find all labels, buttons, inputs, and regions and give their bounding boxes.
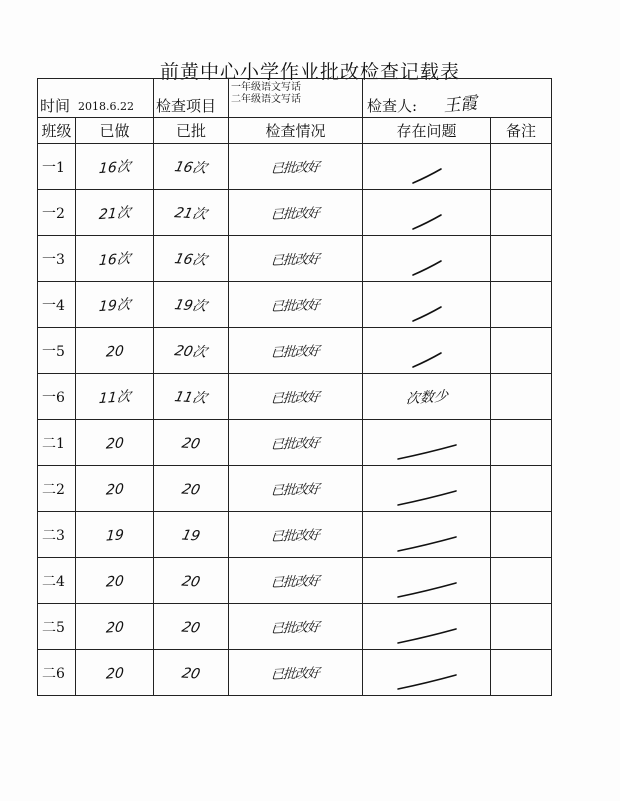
marked-cell (154, 236, 229, 282)
check-status: 已批改好 (270, 574, 320, 591)
table-row (38, 282, 552, 328)
marked-cell (154, 328, 229, 374)
marked-cell (154, 604, 229, 650)
done-count: 21次 (97, 204, 131, 223)
class-cell (38, 374, 76, 420)
marked-cell (154, 190, 229, 236)
note-cell (491, 420, 552, 466)
problem-text: 次数少 (404, 387, 448, 408)
status-cell (229, 558, 363, 604)
table-row (38, 420, 552, 466)
problem-cell (363, 650, 491, 696)
class-name: 一6 (42, 389, 65, 406)
time-cell (38, 79, 217, 118)
marked-count: 11次 (173, 388, 209, 407)
status-cell (229, 144, 363, 190)
class-cell (38, 282, 76, 328)
table-row (38, 328, 552, 374)
dash-mark (387, 255, 467, 281)
dash-mark (387, 301, 467, 327)
marked-cell (154, 650, 229, 696)
class-cell (38, 190, 76, 236)
class-cell (38, 236, 76, 282)
status-cell (229, 420, 363, 466)
table-body (38, 144, 552, 696)
done-count: 20 (105, 573, 124, 591)
item-label-spacer (154, 79, 229, 118)
done-cell (76, 328, 154, 374)
dash-mark (387, 531, 467, 557)
dash-mark (387, 439, 467, 465)
marked-count: 21次 (173, 204, 209, 223)
homework-check-table (37, 78, 552, 696)
class-name: 二2 (42, 481, 65, 498)
marked-cell (154, 512, 229, 558)
marked-count: 20 (180, 481, 202, 499)
done-count: 19次 (97, 296, 131, 315)
inspector-label: 检查人: (367, 97, 418, 115)
status-cell (229, 512, 363, 558)
problem-cell (363, 282, 491, 328)
done-cell (76, 236, 154, 282)
class-name: 一4 (42, 297, 65, 314)
done-count: 20 (105, 435, 124, 453)
marked-count: 20次 (173, 342, 209, 361)
done-cell (76, 144, 154, 190)
check-status: 已批改好 (270, 482, 320, 499)
inspector-cell (363, 79, 552, 118)
problem-cell (363, 466, 491, 512)
note-cell (491, 650, 552, 696)
marked-cell (154, 144, 229, 190)
column-header: 备注 (491, 118, 552, 144)
class-name: 一3 (42, 251, 65, 268)
items-cell (229, 79, 363, 118)
note-cell (491, 512, 552, 558)
note-cell (491, 466, 552, 512)
check-status: 已批改好 (270, 436, 320, 453)
class-cell (38, 558, 76, 604)
check-status: 已批改好 (270, 390, 320, 407)
status-cell (229, 328, 363, 374)
marked-count: 16次 (173, 158, 209, 177)
class-cell (38, 466, 76, 512)
table-row (38, 650, 552, 696)
inspector-signature: 王霞 (442, 93, 479, 117)
status-cell (229, 650, 363, 696)
done-cell (76, 604, 154, 650)
status-cell (229, 282, 363, 328)
dash-mark (387, 485, 467, 511)
marked-cell (154, 558, 229, 604)
problem-cell (363, 374, 491, 420)
check-status: 已批改好 (270, 620, 320, 637)
status-cell (229, 374, 363, 420)
marked-count: 16次 (173, 250, 209, 269)
marked-count: 20 (180, 619, 202, 637)
check-item: 二年级语文写话 (231, 94, 301, 105)
class-cell (38, 604, 76, 650)
problem-cell (363, 144, 491, 190)
marked-count: 19次 (173, 296, 209, 315)
form-title: 前黄中心小学作业批改检查记载表 (159, 61, 460, 83)
marked-cell (154, 374, 229, 420)
class-cell (38, 650, 76, 696)
table-row (38, 558, 552, 604)
marked-cell (154, 420, 229, 466)
class-name: 二6 (42, 665, 65, 682)
marked-count: 20 (180, 435, 202, 453)
marked-count: 19 (180, 527, 202, 545)
column-header: 已做 (76, 118, 154, 144)
column-header: 检查情况 (229, 118, 363, 144)
status-cell (229, 604, 363, 650)
done-count: 16次 (97, 158, 131, 177)
done-count: 20 (105, 343, 124, 361)
column-header: 班级 (38, 118, 76, 144)
note-cell (491, 236, 552, 282)
note-cell (491, 328, 552, 374)
class-name: 二5 (42, 619, 65, 636)
table-row (38, 236, 552, 282)
done-count: 20 (105, 665, 124, 683)
class-name: 二3 (42, 527, 65, 544)
column-header: 存在问题 (363, 118, 491, 144)
done-count: 20 (105, 619, 124, 637)
check-status: 已批改好 (270, 206, 320, 223)
class-cell (38, 512, 76, 558)
table-row (38, 144, 552, 190)
check-status: 已批改好 (270, 344, 320, 361)
note-cell (491, 374, 552, 420)
class-cell (38, 420, 76, 466)
problem-cell (363, 604, 491, 650)
done-count: 19 (105, 527, 124, 545)
note-cell (491, 144, 552, 190)
note-cell (491, 190, 552, 236)
dash-mark (387, 669, 467, 695)
table-row (38, 604, 552, 650)
marked-count: 20 (180, 665, 202, 683)
done-cell (76, 512, 154, 558)
check-status: 已批改好 (270, 252, 320, 269)
dash-mark (387, 209, 467, 235)
done-cell (76, 420, 154, 466)
status-cell (229, 236, 363, 282)
item-label: 检查项目 (156, 97, 217, 115)
time-label: 时间 (40, 97, 71, 115)
done-cell (76, 282, 154, 328)
done-cell (76, 190, 154, 236)
problem-cell (363, 420, 491, 466)
check-status: 已批改好 (270, 298, 320, 315)
class-name: 二1 (42, 435, 65, 452)
problem-cell (363, 190, 491, 236)
done-cell (76, 374, 154, 420)
class-cell (38, 328, 76, 374)
check-status: 已批改好 (270, 528, 320, 545)
dash-mark (387, 623, 467, 649)
done-cell (76, 466, 154, 512)
done-cell (76, 558, 154, 604)
header-row (38, 118, 552, 144)
column-header: 已批 (154, 118, 229, 144)
note-cell (491, 558, 552, 604)
check-status: 已批改好 (270, 160, 320, 177)
dash-mark (387, 347, 467, 373)
done-count: 20 (105, 481, 124, 499)
done-cell (76, 650, 154, 696)
meta-row (38, 79, 552, 118)
dash-mark (387, 163, 467, 189)
table-row (38, 374, 552, 420)
class-name: 一5 (42, 343, 65, 360)
dash-mark (387, 577, 467, 603)
marked-cell (154, 282, 229, 328)
class-cell (38, 144, 76, 190)
problem-cell (363, 558, 491, 604)
marked-count: 20 (180, 573, 202, 591)
problem-cell (363, 236, 491, 282)
class-name: 一1 (42, 159, 65, 176)
status-cell (229, 190, 363, 236)
table-row (38, 466, 552, 512)
class-name: 一2 (42, 205, 65, 222)
class-name: 二4 (42, 573, 65, 590)
marked-cell (154, 466, 229, 512)
check-status: 已批改好 (270, 666, 320, 683)
table-row (38, 190, 552, 236)
problem-cell (363, 512, 491, 558)
note-cell (491, 282, 552, 328)
table-row (38, 512, 552, 558)
done-count: 11次 (97, 388, 131, 407)
check-date: 2018.6.22 (78, 100, 134, 113)
status-cell (229, 466, 363, 512)
problem-cell (363, 328, 491, 374)
note-cell (491, 604, 552, 650)
done-count: 16次 (97, 250, 131, 269)
check-item: 一年级语文写话 (231, 82, 301, 93)
check-items (231, 82, 301, 106)
